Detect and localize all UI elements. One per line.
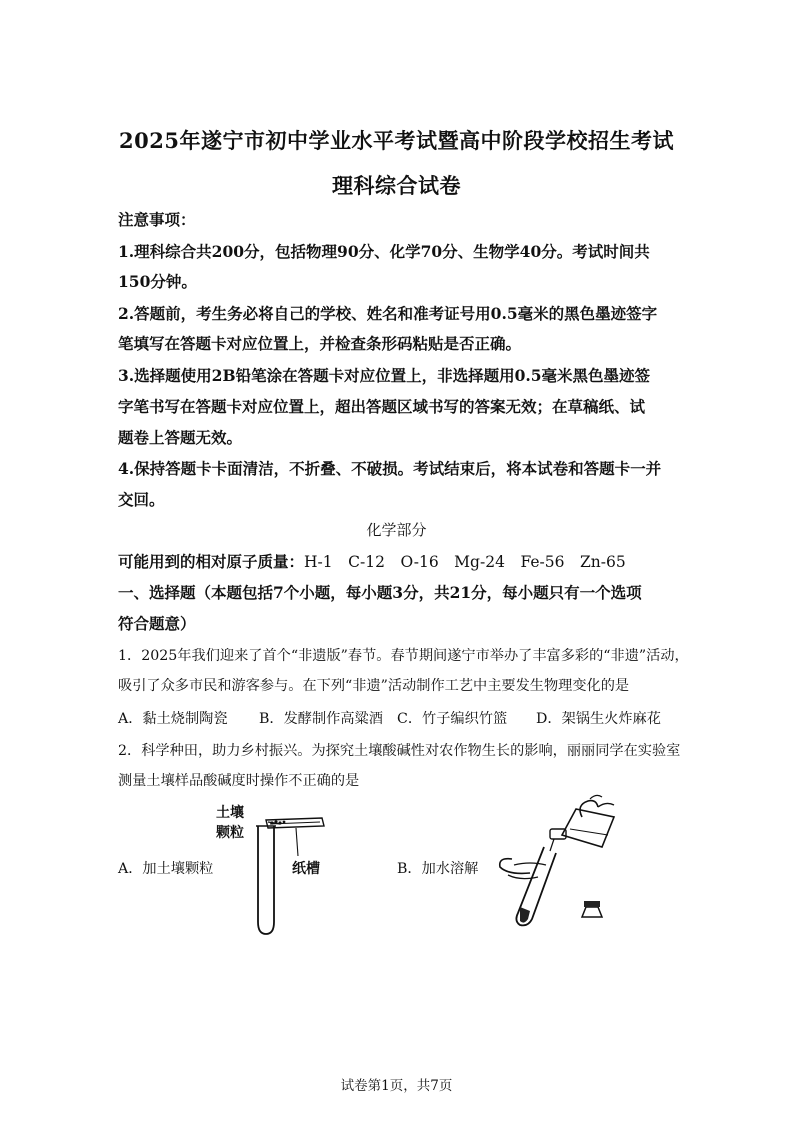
- question-1-stem: 1．2025年我们迎来了首个“非遗版”春节。春节期间遂宁市举办了丰富多彩的“非遗”活动，: [118, 648, 689, 664]
- part-heading-cont: 符合题意）: [118, 614, 196, 633]
- atomic-mass-values: H-1 C-12 O-16 Mg-24 Fe-56 Zn-65: [304, 553, 626, 571]
- notice-item: 3.选择题使用2B铅笔涂在答题卡对应位置上，非选择题用0.5毫米黑色墨迹签: [118, 366, 651, 385]
- notice-item: 题卷上答题无效。: [118, 428, 243, 447]
- q1-option-c: C．竹子编织竹篮: [397, 711, 508, 727]
- question-2-stem: 2．科学种田，助力乡村振兴。为探究土壤酸碱性对农作物生长的影响，丽丽同学在实验室: [118, 743, 681, 759]
- fig-a-label-particles: 颗粒: [216, 825, 244, 841]
- q1-option-d: D．架锅生火炸麻花: [536, 711, 661, 727]
- exam-subtitle: 理科综合试卷: [332, 173, 461, 198]
- exam-title: 2025年遂宁市初中学业水平考试暨高中阶段学校招生考试: [119, 128, 674, 153]
- notice-item: 2.答题前，考生务必将自己的学校、姓名和准考证号用0.5毫米的黑色墨迹签字: [118, 304, 658, 323]
- notice-item: 4.保持答题卡卡面清洁，不折叠、不破损。考试结束后，将本试卷和答题卡一并: [118, 459, 662, 478]
- fig-a-label-trough: 纸槽: [292, 861, 320, 877]
- question-2-stem-cont: 测量土壤样品酸碱度时操作不正确的是: [118, 773, 360, 789]
- atomic-mass-label: 可能用到的相对原子质量：: [118, 552, 305, 571]
- notice-item: 笔填写在答题卡对应位置上，并检查条形码粘贴是否正确。: [118, 334, 522, 353]
- notice-heading: 注意事项：: [118, 210, 196, 229]
- q1-option-b: B．发酵制作高粱酒: [259, 711, 383, 727]
- pouring-water-figure-b: [490, 795, 630, 935]
- q1-option-a: A．黏土烧制陶瓷: [118, 711, 228, 727]
- notice-item: 字笔书写在答题卡对应位置上，超出答题区域书写的答案无效；在草稿纸、试: [118, 397, 646, 416]
- test-tube-figure-a: [240, 812, 360, 932]
- part-heading: 一、选择题（本题包括7个小题，每小题3分，共21分，每小题只有一个选项: [118, 583, 642, 602]
- notice-item: 交回。: [118, 490, 165, 509]
- section-title: 化学部分: [366, 521, 427, 539]
- fig-a-label-soil: 土壤: [216, 805, 244, 821]
- notice-item: 1.理科综合共200分，包括物理90分、化学70分、生物学40分。考试时间共: [118, 242, 650, 261]
- question-1-stem-cont: 吸引了众多市民和游客参与。在下列“非遗”活动制作工艺中主要发生物理变化的是: [118, 678, 630, 694]
- atomic-mass-line: [118, 550, 626, 572]
- page-footer: 试卷第1页，共7页: [340, 1078, 453, 1094]
- notice-item: 150分钟。: [118, 272, 197, 291]
- q2-option-a: A．加土壤颗粒: [118, 861, 214, 877]
- q2-option-b: B．加水溶解: [397, 861, 479, 877]
